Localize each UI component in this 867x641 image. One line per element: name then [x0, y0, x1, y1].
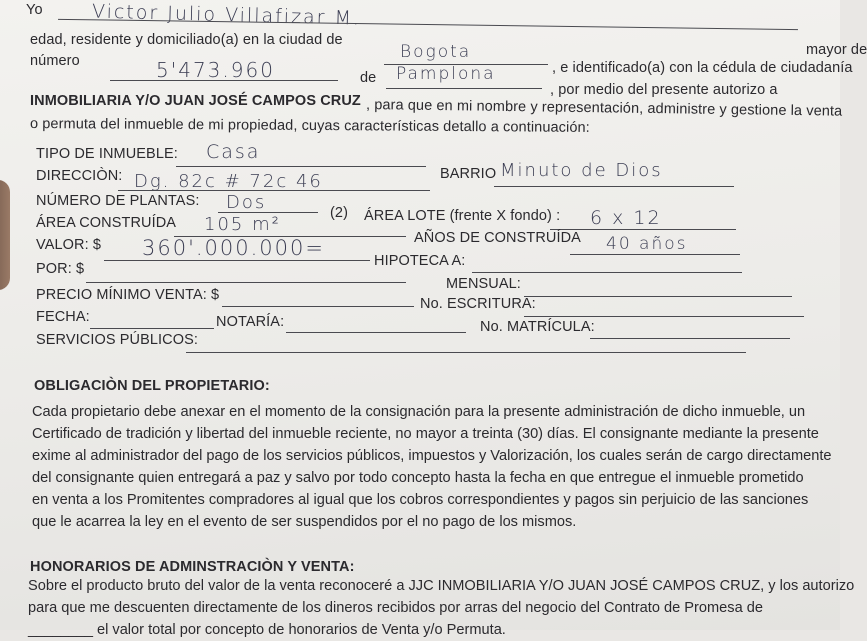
city-handwritten: Bogota: [400, 42, 472, 62]
direccion-label: DIRECCIÒN:: [36, 168, 123, 184]
matricula-underline: [590, 338, 790, 339]
obligacion-line: Cada propietario debe anexar en el momento de la consignación para la presente administración de dicho inmueble, un: [32, 404, 806, 420]
residence-text: edad, residente y domiciliado(a) en la ciudad de: [30, 32, 343, 48]
notaria-underline: [286, 332, 466, 333]
tipo-value: Casa: [206, 141, 261, 163]
autorizo-text: , por medio del presente autorizo a: [550, 82, 778, 98]
valor-label: VALOR: $: [36, 237, 102, 253]
obligacion-line: Certificado de tradición y libertad del inmueble reciente, no mayor a treinta (30) días. El consignante mediante la presente: [32, 426, 819, 442]
servicios-underline: [186, 352, 746, 353]
honorarios-line: Sobre el producto bruto del valor de la venta reconoceré a JJC INMOBILIARIA Y/O JUAN JOSÉ CAMPOS CRUZ, y los autorizo: [28, 578, 855, 594]
owner-name-handwritten: Victor Julio Villafizar M.: [91, 0, 362, 30]
lote-label: ÁREA LOTE (frente X fondo) :: [364, 208, 561, 224]
mensual-underline: [524, 296, 792, 297]
fecha-label: FECHA:: [36, 309, 90, 325]
tipo-label: TIPO DE INMUEBLE:: [36, 146, 178, 162]
lote-value: 6 x 12: [590, 207, 662, 229]
obligacion-line: que le acarrea la ley en el evento de ser suspendidos por el no pago de los mismos.: [32, 514, 577, 530]
barrio-label: BARRIO: [440, 166, 497, 182]
plantas-num: (2): [330, 205, 349, 221]
por-underline: [86, 282, 406, 283]
construida-label: ÁREA CONSTRUÍDA: [36, 215, 177, 231]
honorarios-line: ________ el valor total por concepto de honorarios de Venta y/o Permuta.: [28, 622, 506, 638]
escritura-label: No. ESCRITURA:: [420, 296, 536, 312]
de-label: de: [360, 70, 377, 86]
hipoteca-underline: [472, 272, 742, 273]
direccion-value: Dg. 82c # 72c 46: [134, 171, 323, 192]
permuta-text: o permuta del inmueble de mi propiedad, cuyas características detallo a continuación:: [29, 116, 590, 136]
obligacion-title: OBLIGACIÒN DEL PROPIETARIO:: [34, 378, 270, 394]
servicios-label: SERVICIOS PÚBLICOS:: [36, 332, 198, 348]
yo-label: Yo: [26, 2, 43, 18]
plantas-value: Dos: [226, 192, 267, 213]
precio-underline: [222, 306, 414, 307]
identificado-text: , e identificado(a) con la cédula de ciudadanía: [552, 60, 853, 76]
honorarios-paragraph: [28, 575, 855, 641]
numero-label: número: [30, 53, 80, 69]
construida-value: 105 m²: [204, 214, 281, 235]
fecha-underline: [90, 328, 214, 329]
anos-underline: [570, 254, 740, 255]
finger-shadow: [0, 180, 10, 290]
anos-label: AÑOS DE CONSTRUÍDA: [414, 230, 581, 246]
barrio-value: Minuto de Dios: [500, 160, 663, 181]
obligacion-line: del consignante quien entregará a paz y salvo por todo concepto hasta la fecha en que entregue el inmueble prometido: [32, 470, 804, 486]
obligacion-line: exime al administrador del pago de los servicios públicos, impuestos y Valorización, los cuales serán de cargo directamente: [32, 448, 832, 464]
precio-label: PRECIO MÍNIMO VENTA: $: [36, 287, 220, 303]
honorarios-line: para que me descuenten directamente de los dineros recibidos por arras del negocio del Contrato de Promesa de: [28, 600, 763, 616]
honorarios-title: HONORARIOS DE ADMINSTRACIÒN Y VENTA:: [30, 559, 355, 575]
hipoteca-label: HIPOTECA A:: [374, 253, 466, 269]
cedula-underline: [110, 80, 338, 81]
representation-text: , para que en mi nombre y representación, administre y gestione la venta: [365, 97, 843, 120]
expedition-handwritten: Pamplona: [396, 64, 496, 84]
mayor-text: mayor de: [806, 42, 867, 58]
obligacion-line: en venta a los Promitentes compradores al igual que los cobros correspondientes y pagos sin perjuicio de las sanciones: [32, 492, 809, 508]
direccion-underline: [118, 190, 430, 191]
matricula-label: No. MATRÍCULA:: [480, 319, 595, 335]
escritura-underline: [524, 316, 804, 317]
valor-value: 360'.000.000=: [142, 236, 325, 260]
plantas-label: NÚMERO DE PLANTAS:: [36, 193, 200, 209]
cedula-handwritten: 5'473.960: [156, 58, 275, 82]
anos-value: 40 años: [606, 234, 688, 254]
notaria-label: NOTARÍA:: [216, 314, 285, 330]
barrio-underline: [494, 186, 734, 187]
mensual-label: MENSUAL:: [446, 276, 521, 292]
plantas-underline: [218, 212, 318, 213]
valor-underline: [104, 260, 370, 261]
obligacion-paragraph: [32, 401, 832, 533]
expedition-underline: [386, 88, 542, 89]
por-label: POR: $: [36, 261, 85, 277]
company-name: INMOBILIARIA Y/O JUAN JOSÉ CAMPOS CRUZ: [30, 93, 361, 109]
tipo-underline: [176, 166, 426, 167]
